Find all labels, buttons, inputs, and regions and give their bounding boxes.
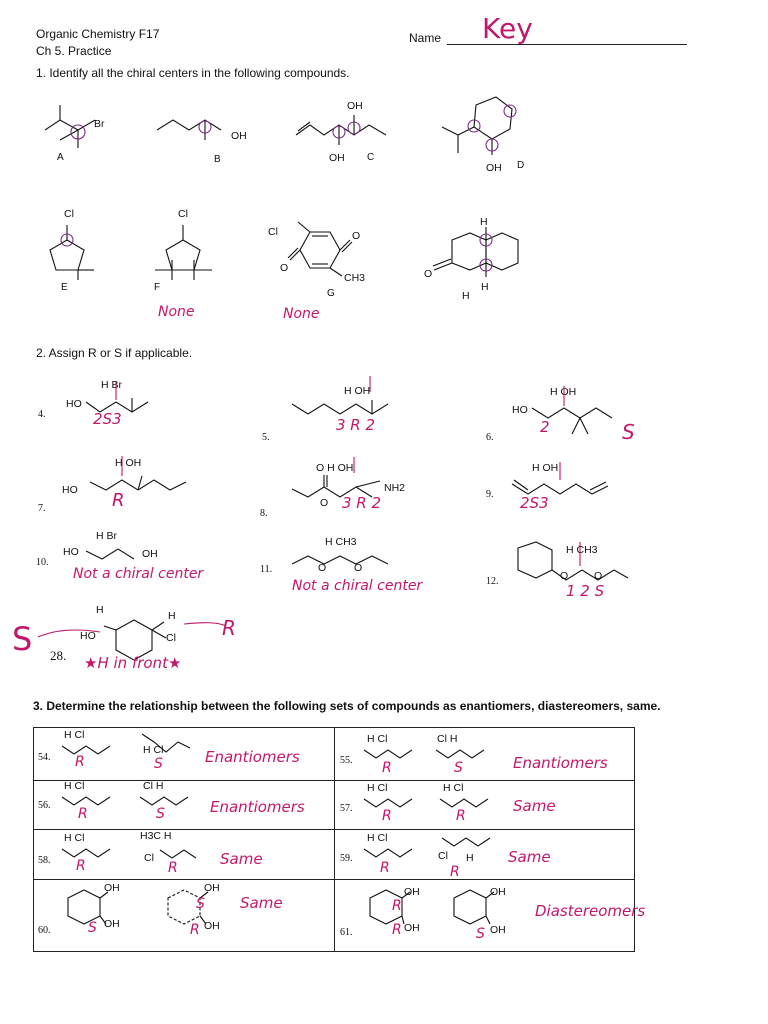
item-12-answer: 1 2 S [566,582,605,600]
row-61-oh-b1: OH [490,886,506,898]
structure-10 [84,545,144,565]
structure-b [155,115,235,155]
row-61-answer: Diastereomers [535,902,646,920]
item-28-ho: HO [80,630,96,642]
item-8-nh2: NH2 [384,482,406,494]
atom-o-g2: O [280,262,289,274]
atom-ch3-g: CH3 [344,272,366,284]
atom-h-top: H [480,216,488,228]
row-57-num: 57. [340,803,353,814]
item-7-answer: R [112,490,125,511]
row-60-mark-a: S [88,920,97,936]
row-59-mol-b [440,834,500,854]
row-56-mark-a: R [78,806,88,822]
item-9-num: 9. [486,489,494,500]
atom-h-bottom2: H [481,281,489,293]
item-5-answer: 3 R 2 [336,416,376,434]
label-g: G [327,288,335,299]
row-56-clh-b: Cl H [143,780,164,792]
row-54-hcl-a: H Cl [64,729,85,741]
row-60-answer: Same [240,894,283,912]
item-7-hoh: H OH [115,457,142,469]
item-28-right: R [222,616,236,640]
row-57-hcl-a: H Cl [367,782,388,794]
item-28-h1: H [96,604,104,616]
row-61-oh-a1: OH [404,886,420,898]
row-57-mol-b [438,795,498,811]
item-12-hch3: H CH3 [566,544,598,556]
item-28-num: 28. [50,648,67,663]
atom-oh-c2: OH [329,152,345,164]
item-10-num: 10. [36,557,49,568]
q2-title: 2. Assign R or S if applicable. [36,346,193,360]
name-label: Name [409,31,442,45]
atom-oh-b: OH [231,130,247,142]
row-60-oh-a2: OH [104,918,120,930]
row-55-num: 55. [340,755,353,766]
item-12-num: 12. [486,576,499,587]
item-6-num: 6. [486,432,494,443]
item-4-hbr: H Br [101,379,122,391]
row-56-hcl-a: H Cl [64,780,85,792]
item-5-num: 5. [262,432,270,443]
q3-title: 3. Determine the relationship between the following sets of compounds as enantiomers, diastereomers, same. [33,699,661,713]
label-e: E [61,282,68,293]
row-61-mark-a: R [392,898,402,914]
row-55-mol-b [434,746,494,762]
item-6-hoh: H OH [550,386,577,398]
structure-a [40,100,120,160]
row-54-num: 54. [38,752,51,763]
row-61-mark-c: S [476,926,485,942]
row-58-cl-b: Cl [144,852,154,864]
answer-f: None [158,304,195,320]
item-11-num: 11. [260,564,273,575]
row-58-mark-b: R [168,860,178,876]
structure-d [436,95,526,165]
item-11-o2: O [354,562,363,574]
item-4-ho: HO [66,398,82,410]
row-58-mol-a [60,845,120,861]
row-60-mark-b: S [196,896,205,912]
item-7-num: 7. [38,503,46,514]
atom-oh-c1: OH [347,100,363,112]
structure-bicyclic [422,225,532,285]
row-55-mol-a [362,746,422,762]
label-b: B [214,154,221,165]
atom-o-bicyclic: O [424,268,433,280]
row-57-mark-b: R [456,808,466,824]
name-value: Key [482,12,533,45]
item-4-num: 4. [38,409,46,420]
row-58-mark-a: R [76,858,86,874]
row-58-h3ch-b: H3C H [140,830,172,842]
row-60-oh-b2: OH [204,920,220,932]
row-60-oh-b1: OH [204,882,220,894]
row-57-hcl-b: H Cl [443,782,464,794]
structure-f [150,220,220,280]
atom-cl-f: Cl [178,208,188,220]
item-6-ho: HO [512,404,528,416]
row-56-num: 56. [38,800,51,811]
row-58-hcl-a: H Cl [64,832,85,844]
row-55-mark-a: R [382,760,392,776]
item-4-answer: 2S3 [93,410,122,428]
item-10-ho: HO [63,546,79,558]
row-61-mark-b: R [392,922,402,938]
row-56-mol-a [60,793,120,809]
item-10-answer: Not a chiral center [73,566,204,582]
row-54-hcl-b: H Cl [143,744,164,756]
item-12-o2: O [594,570,603,582]
row-54-mol-b [140,730,200,760]
row-55-mark-b: S [454,760,463,776]
row-59-num: 59. [340,853,353,864]
row-59-h-b: H [466,852,474,864]
item-8-o: O [320,497,329,509]
row-55-answer: Enantiomers [513,754,608,772]
row-57-answer: Same [513,797,556,815]
row-61-oh-b2: OH [490,924,506,936]
row-58-mol-b [158,846,208,862]
item-6-answer: 2 [540,418,550,436]
row-61-oh-a2: OH [404,922,420,934]
q1-title: 1. Identify all the chiral centers in the following compounds. [36,66,350,80]
item-28-cl: Cl [166,632,176,644]
row-59-mark-b: R [450,864,460,880]
row-56-mol-b [138,793,198,809]
structure-e [42,220,102,280]
answer-g: None [283,306,320,322]
label-f: F [154,282,161,293]
row-58-answer: Same [220,850,263,868]
atom-cl-e: Cl [64,208,74,220]
row-54-mark-a: R [75,754,85,770]
atom-oh-d: OH [486,162,502,174]
item-8-answer: 3 R 2 [342,494,382,512]
row-59-mark-a: R [380,860,390,876]
label-c: C [367,152,375,163]
item-28-h2: H [168,610,176,622]
row-57-mol-a [362,795,422,811]
label-d: D [517,160,525,171]
label-a: A [57,152,64,163]
structure-7 [88,470,198,500]
item-7-ho: HO [62,484,78,496]
row-60-oh-a1: OH [104,882,120,894]
row-55-hcl-a: H Cl [367,733,388,745]
structure-c [294,110,404,155]
chapter-title: Ch 5. Practice [36,44,112,58]
item-11-o1: O [318,562,327,574]
row-54-mark-b: S [154,756,163,772]
item-10-oh: OH [142,548,158,560]
row-59-cl-b: Cl [438,850,448,862]
item-9-hoh: H OH [532,462,559,474]
row-59-answer: Same [508,848,551,866]
item-28-answer: ★H in front★ [84,654,182,672]
atom-h-bottom: H [462,290,470,302]
atom-o-g1: O [352,230,361,242]
item-11-answer: Not a chiral center [292,578,423,594]
row-59-mol-a [362,845,422,861]
item-8-ohn: O H OH [316,462,354,474]
row-57-mark-a: R [382,808,392,824]
row-59-hcl-a: H Cl [367,832,388,844]
course-title: Organic Chemistry F17 [36,27,160,41]
row-56-mark-b: S [156,806,165,822]
row-60-mark-c: R [190,922,200,938]
item-11-hch3: H CH3 [325,536,357,548]
item-6-extra: S [622,420,635,444]
row-60-num: 60. [38,925,51,936]
row-56-answer: Enantiomers [210,798,305,816]
row-58-num: 58. [38,855,51,866]
atom-br: Br [94,118,105,130]
row-61-num: 61. [340,927,353,938]
item-5-hoh: H OH [344,385,371,397]
item-9-answer: 2S3 [520,494,549,512]
structure-11 [290,550,400,575]
atom-cl-g: Cl [268,226,278,238]
item-12-o1: O [560,570,569,582]
item-10-hbr: H Br [96,530,117,542]
row-54-answer: Enantiomers [205,748,300,766]
row-55-clh-b: Cl H [437,733,458,745]
row-54-mol-a [60,742,120,758]
item-28-left: S [12,620,33,658]
item-8-num: 8. [260,508,268,519]
